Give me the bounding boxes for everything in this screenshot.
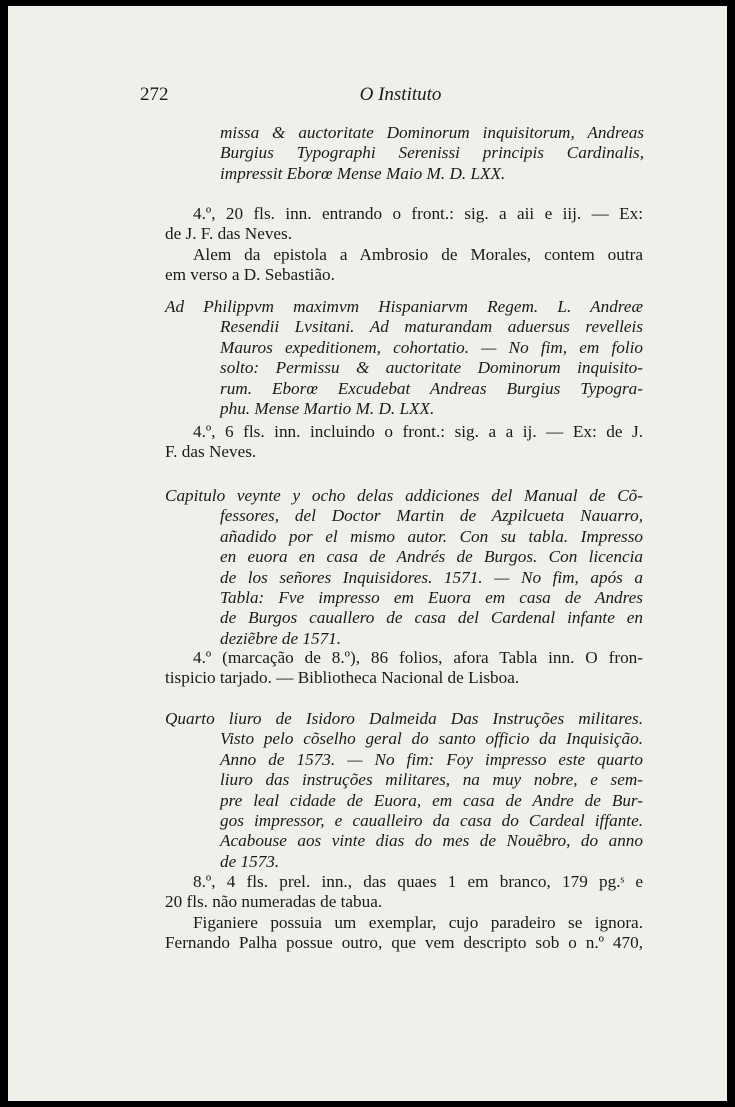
running-title: O Instituto xyxy=(359,84,442,105)
bibliographic-entry xyxy=(165,297,643,419)
text-line: Anno de 1573. — No fim: Foy impresso este quarto xyxy=(220,749,643,769)
text-line: en euora en casa de Andrés de Burgos. Con licencia xyxy=(220,547,643,567)
text-line: Alem da epistola a Ambrosio de Morales, contem outra xyxy=(193,244,643,264)
text-line: gos impressor, e caualleiro da casa do Cardeal iffante. xyxy=(220,811,643,831)
text-line: Visto pelo cõselho geral do santo officio da Inquisição. xyxy=(220,729,643,749)
text-line: liuro das instruções militares, na muy nobre, e sem- xyxy=(220,770,643,790)
text-line: Fernando Palha possue outro, que vem descripto sob o n.º 470, xyxy=(165,933,643,953)
text-line: pre leal cidade de Euora, em casa de Andre de Bur- xyxy=(220,790,643,810)
entry-continuation xyxy=(220,123,644,184)
text-line: 8.º, 4 fls. prel. inn., das quaes 1 em branco, 179 pg.ˢ e xyxy=(193,872,643,891)
text-line: de Burgos cauallero de casa del Cardenal infante en xyxy=(220,608,643,628)
text-line: 4.º (marcação de 8.º), 86 folios, afora Tabla inn. O fron- xyxy=(193,648,643,667)
text-line: de J. F. das Neves. xyxy=(165,224,293,244)
text-line: añadido por el mismo autor. Con su tabla. Impresso xyxy=(220,526,643,546)
text-line: fessores, del Doctor Martin de Az̧pilcueta Nauarro, xyxy=(220,506,643,526)
text-line: Ad Philippvm maximvm Hispaniarvm Regem. L. Andreæ xyxy=(165,297,643,316)
page-header xyxy=(140,84,641,110)
text-line: phu. Mense Martio M. D. LXX. xyxy=(220,399,435,419)
text-line: missa & auctoritate Dominorum inquisitorum, Andreas xyxy=(220,123,644,142)
text-line: Resendii Lvsitani. Ad maturandam aduersus revelleis xyxy=(220,317,643,337)
text-line: 20 fls. não numeradas de tabua. xyxy=(165,892,383,912)
text-line: deziẽbre de 1571. xyxy=(220,628,342,648)
entry-description xyxy=(165,872,643,954)
book-page xyxy=(8,6,727,1101)
entry-description xyxy=(165,648,643,689)
text-line: Quarto liuro de Isidoro Dalmeida Das Instruções militares. xyxy=(165,709,643,728)
text-line: em verso a D. Sebastião. xyxy=(165,265,335,285)
bibliographic-entry xyxy=(165,486,643,649)
text-line: 4.º, 20 fls. inn. entrando o front.: sig. a aii e iij. — Ex: xyxy=(193,204,643,223)
text-line: de 1573. xyxy=(220,851,280,871)
text-line: de los señores Inquisidores. 1571. — No fim, após a xyxy=(220,567,643,587)
text-line: Acabouse aos vinte dias do mes de Nouẽbro, do anno xyxy=(220,831,643,851)
page-number: 272 xyxy=(140,84,169,105)
text-line: Mauros expeditionem, cohortatio. — No fim, em folio xyxy=(220,337,643,357)
text-line: rum. Eborœ Excudebat Andreas Burgius Typogra- xyxy=(220,378,643,398)
text-line: Burgius Typographi Serenissi principis Cardinalis, xyxy=(220,143,644,163)
text-line: 4.º, 6 fls. inn. incluindo o front.: sig. a a ij. — Ex: de J. xyxy=(193,422,643,441)
text-line: F. das Neves. xyxy=(165,442,257,462)
text-line: solto: Permissu & auctoritate Dominorum inquisito- xyxy=(220,358,643,378)
text-line: Tabla: Fve impresso em Euora em casa de Andres xyxy=(220,588,643,608)
entry-description xyxy=(165,204,643,286)
text-line: Capitulo veynte y ocho delas addiciones del Manual de Cõ- xyxy=(165,486,643,505)
entry-description xyxy=(165,422,643,463)
text-line: tispicio tarjado. — Bibliotheca Nacional de Lisboa. xyxy=(165,668,520,688)
text-line: impressit Eborœ Mense Maio M. D. LXX. xyxy=(220,163,506,183)
text-line: Figaniere possuia um exemplar, cujo paradeiro se ignora. xyxy=(193,912,643,932)
bibliographic-entry xyxy=(165,709,643,872)
